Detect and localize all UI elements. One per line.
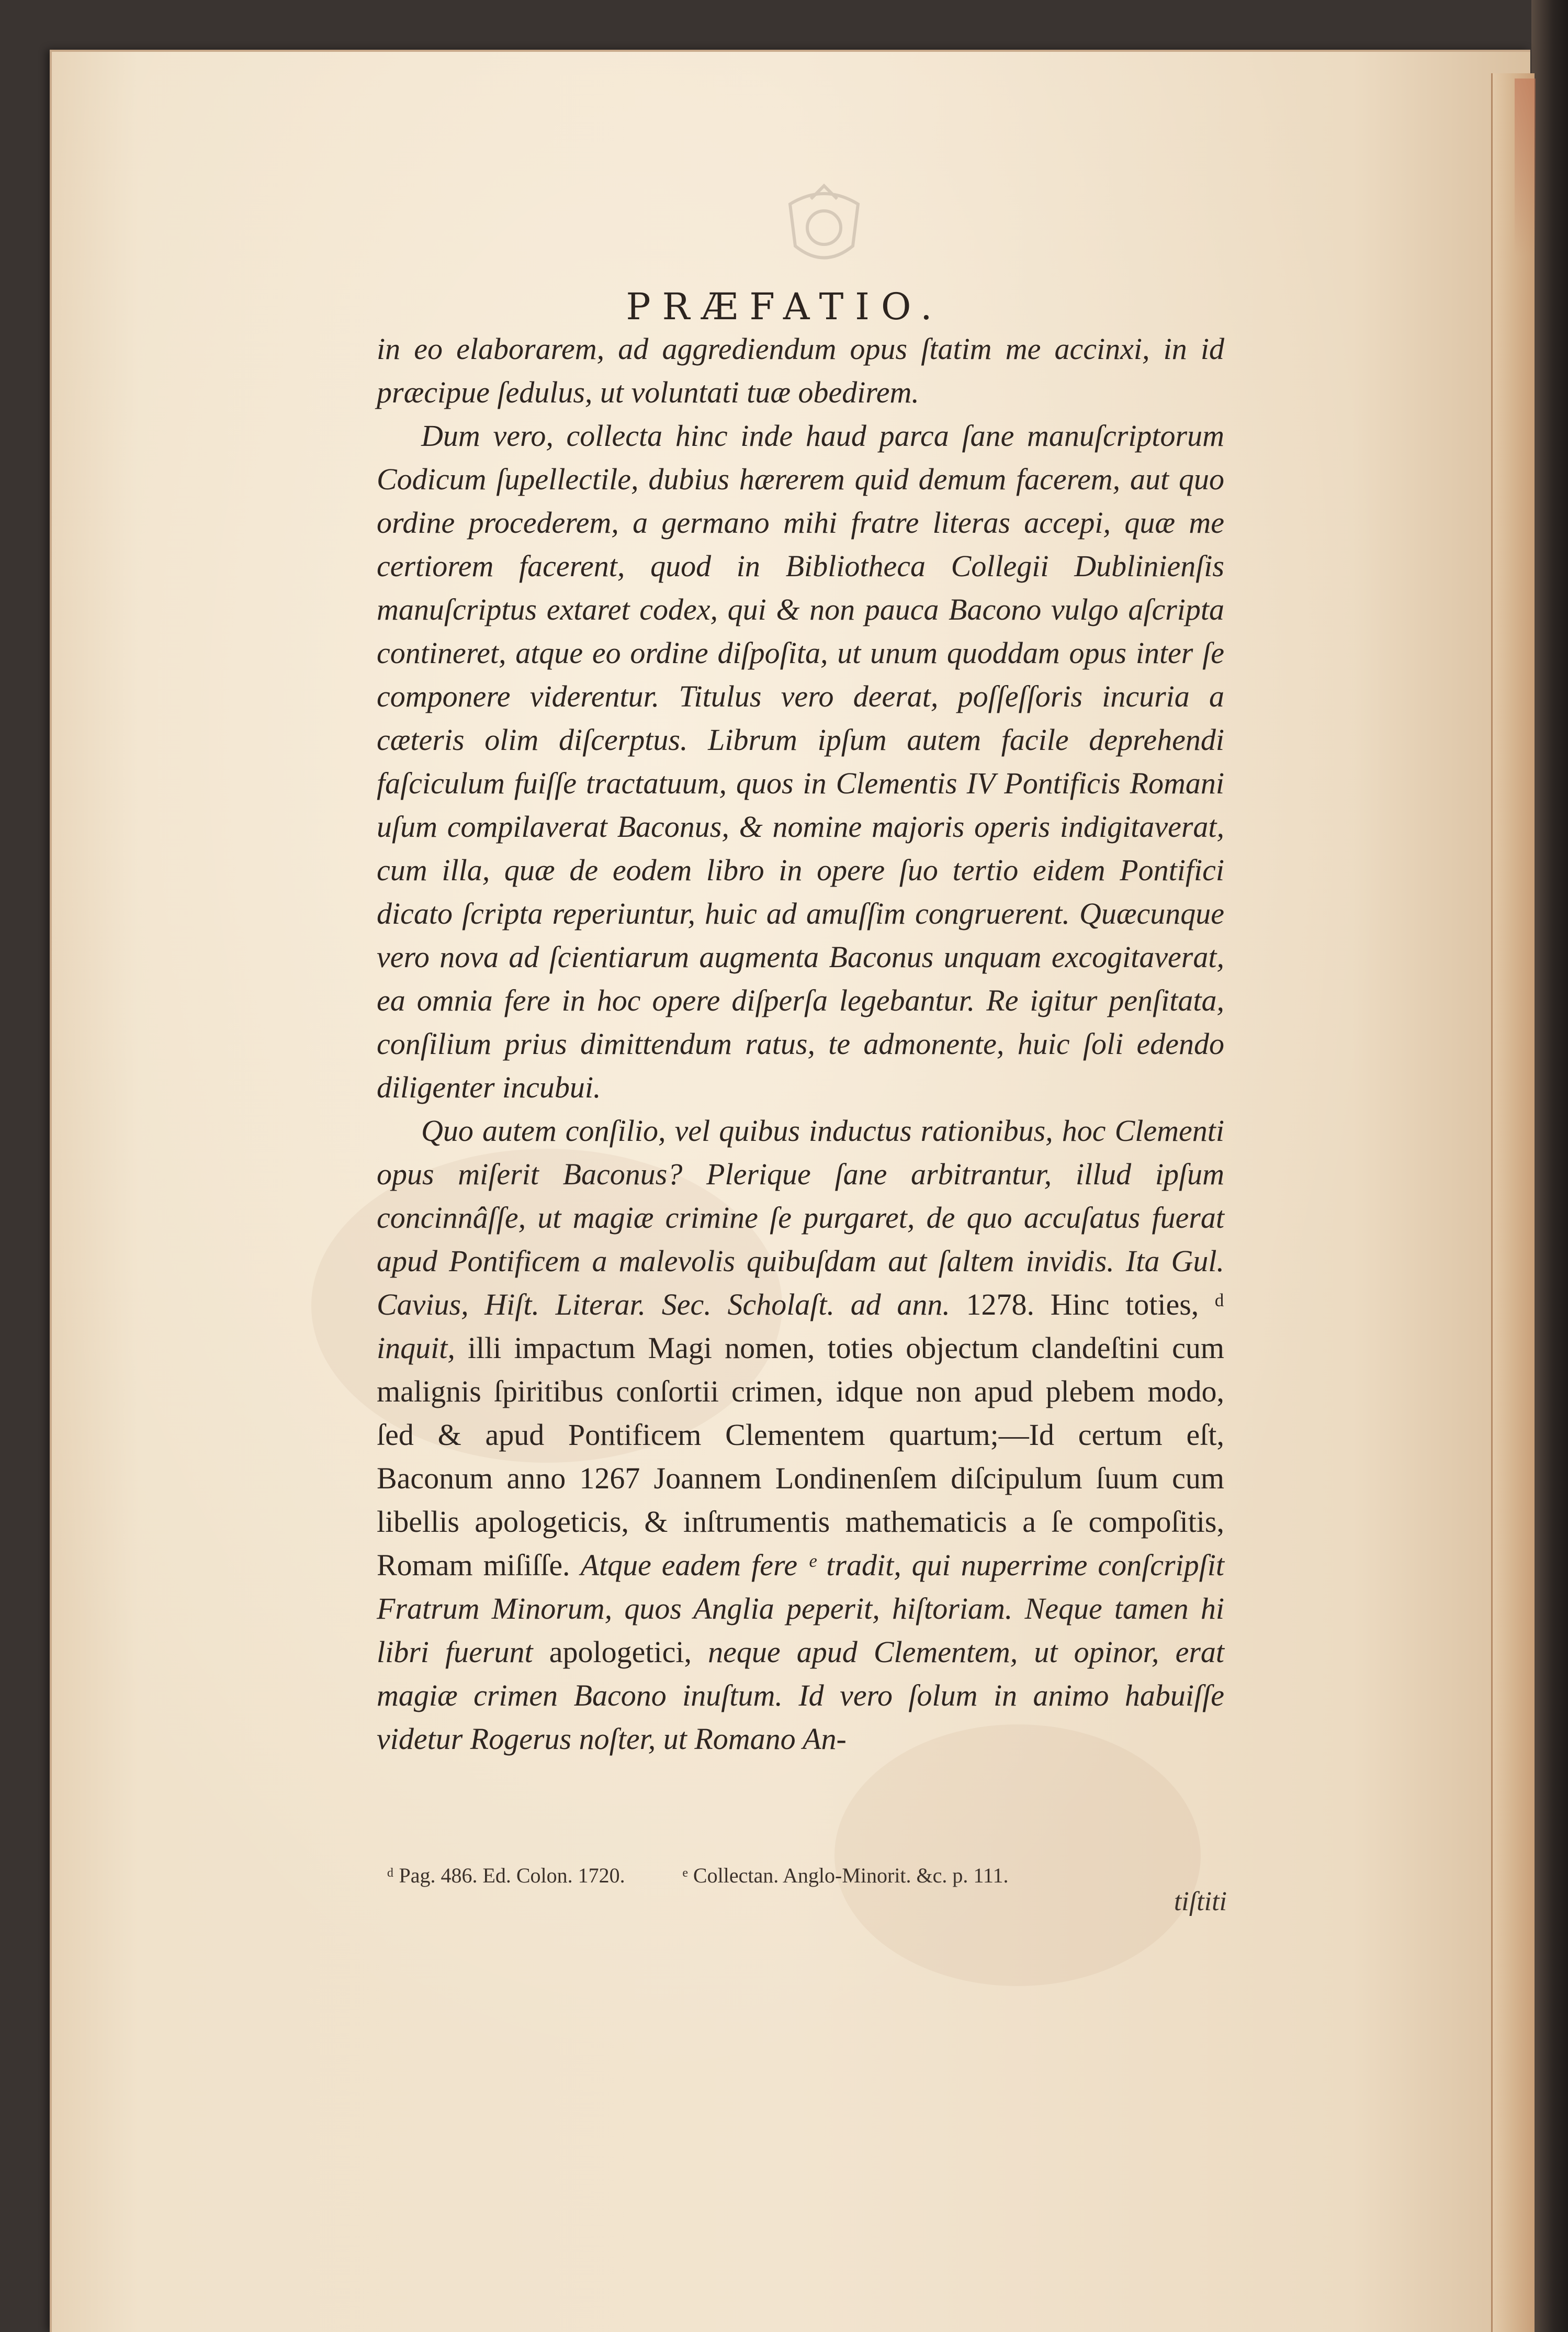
show-through-ornament-icon — [774, 183, 874, 272]
page-edge-tint — [1515, 79, 1536, 256]
footnote-e: ᵉ Collectan. Anglo-Minorit. &c. p. 111. — [682, 1864, 1009, 1887]
paragraph — [377, 1109, 1224, 1761]
catchword: tiſtiti — [1174, 1887, 1227, 1916]
next-page-edge — [1491, 73, 1535, 2332]
italic-run: Dum vero, collecta hinc inde haud parca ſane manuſcriptorum Codicum ſupellectile, dubius hærerem quid demum facerem, aut quo ordine procederem, a germano mihi fratre literas accepi, quæ me certiorem facerent, quod in Bibliotheca Collegii Dublinienſis manuſcriptus extaret codex, qui & non pauca Bacono vulgo aſcripta contineret, atque eo ordine diſpoſita, ut unum quoddam opus inter ſe componere viderentur. Titulus vero deerat, poſſeſſoris incuria a cæteris olim diſcerptus. Librum ipſum autem facile deprehendi faſciculum fuiſſe tractatuum, quos in Clementis IV Pontificis Romani uſum compilaverat Baconus, & nomine majoris operis indigitaverat, cum illa, quæ de eodem libro in opere ſuo tertio eidem Pontifici dicato ſcripta reperiuntur, huic ad amuſſim congruerent. Quæcunque vero nova ad ſcientiarum augmenta Baconus unquam excogitaverat, ea omnia fere in hoc opere diſperſa legebantur. Re igitur penſitata, conſilium prius dimittendum ratus, te admonente, huic ſoli edendo diligenter incubui. — [377, 419, 1224, 1104]
roman-run: apologetici, — [533, 1635, 708, 1669]
body-text — [377, 327, 1224, 1761]
roman-run: illi impactum Magi nomen, toties objectum clandeſtini cum malignis ſpiritibus conſortii crimen, idque non apud plebem modo, ſed & apud Pontificem Clementem quartum;—Id certum eſt, Baconum anno 1267 Joannem Londinenſem diſcipulum ſuum cum libellis apologeticis, & inſtrumentis mathematicis a ſe compoſitis, Romam miſiſſe. — [377, 1331, 1224, 1582]
italic-run: Quo autem conſilio, vel quibus inductus rationibus, hoc Clementi opus miſerit Baconus? Plerique ſane arbitrantur, illud ipſum concinnâſſe, ut magiæ crimine ſe purgaret, de quo accuſatus fuerat apud Pontificem a malevolis quibuſdam aut ſaltem invidis. Ita Gul. Cavius, Hiſt. Literar. Sec. Scholaſt. ad ann. — [377, 1114, 1224, 1321]
page-title: PRÆFATIO. — [626, 285, 944, 328]
footnote-d: ᵈ Pag. 486. Ed. Colon. 1720. — [387, 1864, 625, 1887]
italic-run: neque apud Clementem, ut opinor, erat magiæ crimen Bacono inuſtum. Id vero ſolum in animo habuiſſe videtur Rogerus noſter, ut Romano An- — [377, 1635, 1225, 1756]
footnotes — [387, 1863, 1224, 1888]
paper-stain — [834, 1724, 1201, 1986]
roman-run: 1278. Hinc toties, ᵈ — [950, 1287, 1224, 1321]
scan-dark-edge — [1531, 0, 1568, 2332]
italic-run: in eo elaborarem, ad aggrediendum opus ſtatim me accinxi, in id præcipue ſedulus, ut voluntati tuæ obedirem. — [377, 332, 1224, 409]
italic-run: Atque eadem fere ᵉ tradit, qui nuperrime conſcripſit Fratrum Minorum, quos Anglia peperit, hiſtoriam. Neque tamen hi libri fuerunt — [377, 1548, 1224, 1669]
paragraph — [377, 414, 1224, 1109]
italic-run: inquit, — [377, 1331, 455, 1365]
paragraph — [377, 327, 1224, 414]
